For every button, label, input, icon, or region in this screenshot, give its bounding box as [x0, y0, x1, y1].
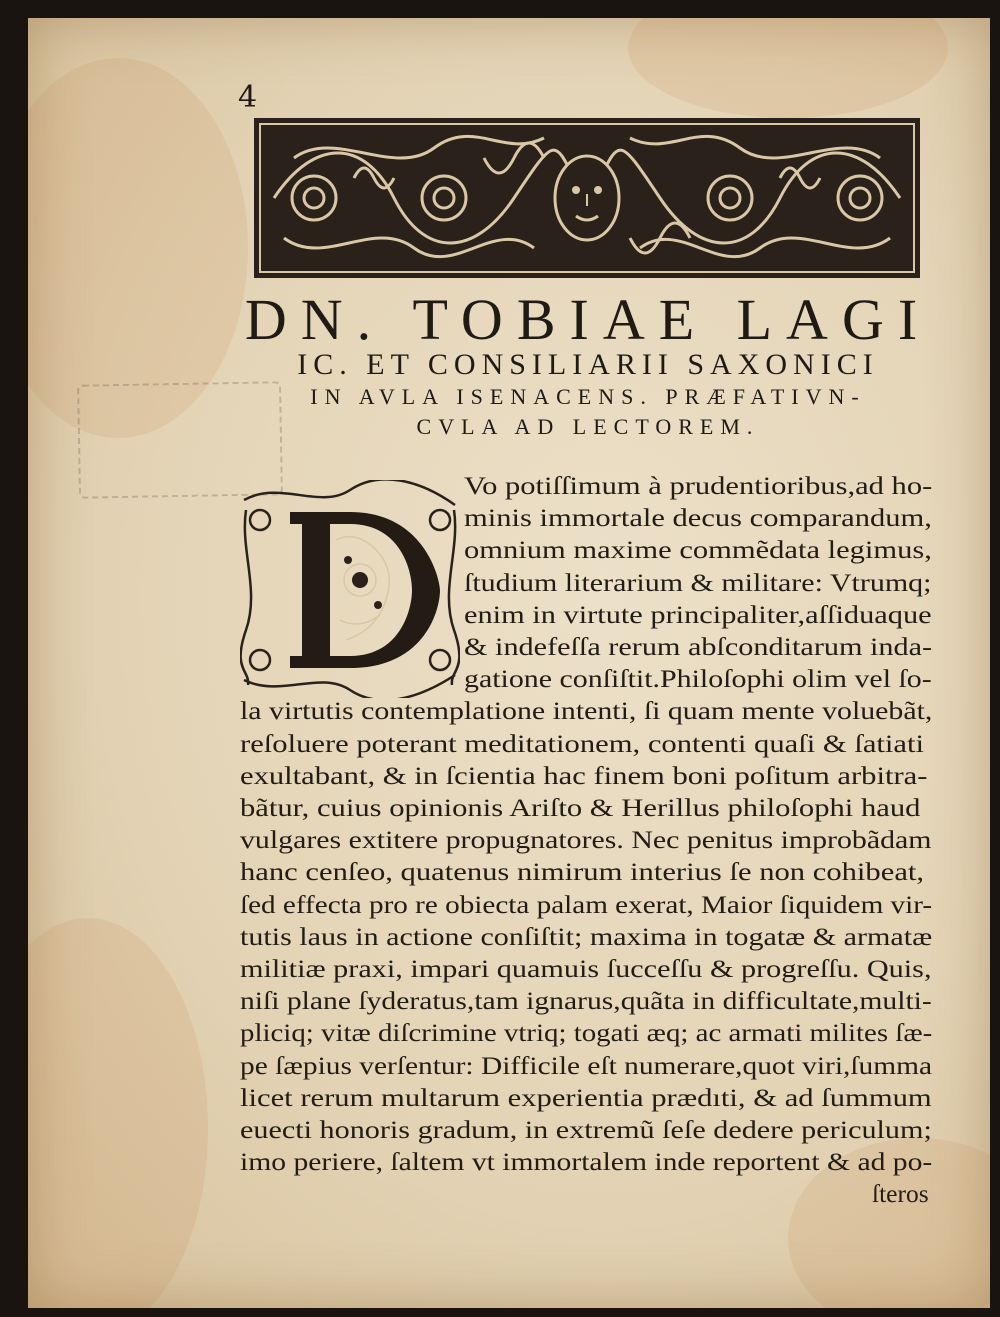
page-number: 4: [238, 80, 258, 115]
book-page: [28, 18, 990, 1308]
body-line: ſed effecta pro re obiecta palam exerat, Maior ſiquidem vir-: [240, 889, 933, 919]
body-line: ſtudium literarium & militare: Vtrumq;: [464, 567, 932, 597]
body-line: Vo potiſſimum à prudentioribus,ad ho-: [464, 471, 933, 500]
body-line: pliciq; vitæ diſcrimine vtriq; togati æq; ac armati milites ſæ-: [240, 1018, 933, 1048]
body-line: enim in virtute principaliter,aſſiduaque: [464, 599, 932, 629]
paper-stain: [28, 58, 248, 438]
body-line: imo periere, ſaltem vt immortalem inde reportent & ad po-: [240, 1147, 933, 1177]
body-line: hanc cenſeo, quatenus nimirum interius ſe non cohibeat,: [240, 857, 925, 887]
body-line: gatione conſiſtit.Philoſophi olim vel ſo-: [464, 664, 932, 694]
body-line: niſi plane ſyderatus,tam ignarus,quãta in difficultate,multi-: [240, 986, 932, 1016]
heading-line-4: CVLA AD LECTOREM.: [416, 414, 760, 439]
body-line: la virtutis contemplatione intenti, ſi quam mente voluebãt,: [240, 696, 933, 726]
body-line: omnium maxime commẽdata legimus,: [464, 535, 932, 565]
body-line: vulgares extitere propugnatores. Nec penitus improbãdam: [240, 825, 932, 855]
body-line: minis immortale decus comparandum,: [464, 503, 932, 533]
body-line: pe ſæpius verſentur: Difficile eſt numerare,quot viri,ſumma: [240, 1050, 933, 1080]
heading-line-2: IC. ET CONSILIARII SAXONICI: [297, 348, 879, 381]
body-line: reſoluere poterant meditationem, contenti quaſi & ſatiati: [240, 728, 925, 758]
body-line: tutis laus in actione conſiſtit; maxima in togatæ & armatæ: [240, 921, 933, 951]
heading-line-3: IN AVLA ISENACENS. PRÆFATIVN-: [310, 384, 866, 409]
paper-stain: [628, 18, 948, 118]
ornamental-drop-cap: [240, 480, 460, 698]
body-line: exultabant, & in ſcientia hac finem boni poſitum arbitra-: [240, 760, 928, 790]
heading-line-1: DN. TOBIAE LAGI: [244, 287, 932, 352]
body-line: bãtur, cuius opinionis Ariſto & Herillus philoſophi haud: [240, 793, 921, 822]
body-line: militiæ praxi, impari quamuis ſucceſſu & progreſſu. Quis,: [240, 954, 932, 983]
paper-stain: [28, 918, 208, 1308]
body-line: & indefeſſa rerum abſconditarum inda-: [464, 632, 933, 661]
body-line: ſteros: [872, 1179, 929, 1209]
ornamental-headpiece: [254, 118, 920, 278]
body-line: euecti honoris gradum, in extremũ ſeſe dedere periculum;: [240, 1115, 932, 1144]
body-line: licet rerum multarum experientia prædıti, & ad ſummum: [240, 1082, 932, 1112]
